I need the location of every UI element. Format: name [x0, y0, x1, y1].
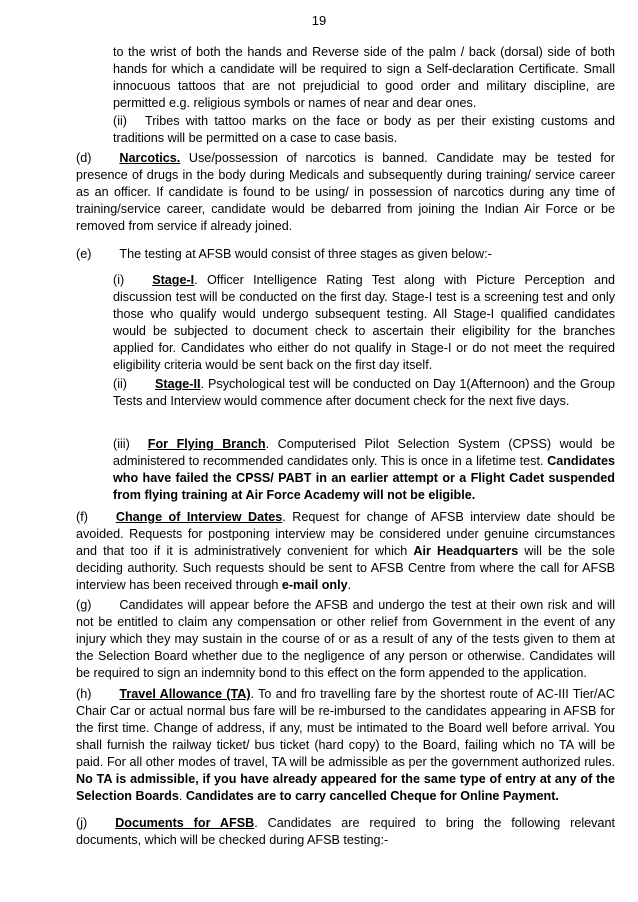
item-text: The testing at AFSB would consist of three stages as given below:- [119, 247, 492, 261]
item-bold-text: Candidates who have failed the CPSS/ PABT in an earlier attempt or a Flight Cadet suspended from flying training at Air Force Academy will not be eligible. [113, 454, 615, 502]
item-heading: Change of Interview Dates [115, 510, 283, 524]
item-bold-text-cheque: Candidates are to carry cancelled Cheque for Online Payment. [185, 789, 559, 803]
paragraph-own-risk [76, 597, 615, 682]
paragraph-tattoo-continued: to the wrist of both the hands and Reverse side of the palm / back (dorsal) side of both hands for which a candidate will be required to sign a Self-declaration Certificate. Small innocuous tattoos that are not prejudicial to good order and military discipline, are permitted e.g. religious symbols or names of near and dear ones. [113, 45, 615, 110]
paragraph-stage-two [113, 376, 615, 410]
item-heading: For Flying Branch [147, 437, 266, 451]
item-label: (ii) [113, 377, 127, 391]
item-bold-text-email: e-mail only [281, 578, 348, 592]
item-text: Candidates will appear before the AFSB and undergo the test at their own risk and will not be entitled to claim any compensation or other relief from Government in the event of any injury which they may sustain in the course of or as a result of any of the tests given to them at the Selection Board whether due to the negligence of any person or otherwise. Candidates will be required to sign an indemnity bond to this effect on the form appended to the application. [76, 598, 615, 680]
item-text-continued: . [178, 789, 186, 803]
item-bold-text: No TA is admissible, if you have already appeared for the same type of entry at any of the Selection Boards [76, 772, 615, 803]
item-label: (e) [76, 247, 92, 261]
item-bold-text: Air Headquarters [413, 544, 519, 558]
page-number: 19 [311, 13, 327, 28]
paragraph-change-interview-dates [76, 509, 615, 594]
paragraph-documents [76, 815, 615, 849]
item-heading: Travel Allowance (TA) [119, 687, 251, 701]
paragraph-tribes-tattoo [113, 113, 615, 147]
item-text: Use/possession of narcotics is banned. Candidate may be tested for presence of drugs in the body during Medicals and subsequently during training/ service career as an officer. If candidate is found to be using/ in possession of narcotics during any time of training/service career, candidate would be debarred from joining the Indian Air Force or be removed from service if already joined. [76, 151, 615, 233]
item-label: (h) [76, 687, 92, 701]
paragraph-flying-branch [113, 436, 615, 504]
item-label: (i) [113, 273, 125, 287]
item-text: Tribes with tattoo marks on the face or body as per their existing customs and traditions will be permitted on a case to case basis. [113, 114, 615, 145]
paragraph-travel-allowance [76, 686, 615, 805]
item-text-end: . [347, 578, 352, 592]
paragraph-testing-stages [76, 246, 615, 263]
item-text: . Psychological test will be conducted on Day 1(Afternoon) and the Group Tests and Interview would commence after document check for the next five days. [113, 377, 615, 408]
item-heading: Stage-I [152, 273, 195, 287]
item-heading: Stage-II [154, 377, 201, 391]
item-label: (d) [76, 151, 92, 165]
item-label: (f) [76, 510, 88, 524]
item-heading: Documents for AFSB [115, 816, 255, 830]
item-label: (ii) [113, 114, 127, 128]
item-text: . Computerised Pilot Selection System (CPSS) would be administered to recommended candidates only. This is once in a lifetime test. [113, 437, 615, 468]
item-label: (j) [76, 816, 88, 830]
item-label: (iii) [113, 437, 130, 451]
item-text: . Request for change of AFSB interview date should be avoided. Requests for postponing interview may be considered under genuine circumstances and that too if it is administratively convenient for which [76, 510, 615, 558]
paragraph-stage-one [113, 272, 615, 374]
item-text: . Candidates are required to bring the following relevant documents, which will be checked during AFSB testing:- [76, 816, 615, 847]
item-heading: Narcotics. [119, 151, 181, 165]
item-text: . Officer Intelligence Rating Test along with Picture Perception and discussion test will be conducted on the first day. Stage-I test is a screening test and only those who qualify would undergo subsequent testing. All Stage-I qualified candidates would be subjected to document check to ascertain their eligibility for the branches applied for. Candidates who either do not qualify in Stage-I or do not meet the required eligibility criteria would be sent back on the first day itself. [113, 273, 615, 372]
item-text-continued: will be the sole deciding authority. Such requests should be sent to AFSB Centre from where the call for AFSB interview has been received through [76, 544, 615, 592]
item-label: (g) [76, 598, 92, 612]
item-text: . To and fro travelling fare by the shortest route of AC-III Tier/AC Chair Car or actual normal bus fare will be re-imbursed to the candidates appearing in AFSB for the first time. Change of address, if any, must be intimated to the Board well before arrival. You shall furnish the railway ticket/ bus ticket (hard copy) to the Board, failing which no TA will be paid. For all other modes of travel, TA will be admissible as per the government authorized rules. [76, 687, 615, 769]
paragraph-narcotics [76, 150, 615, 235]
